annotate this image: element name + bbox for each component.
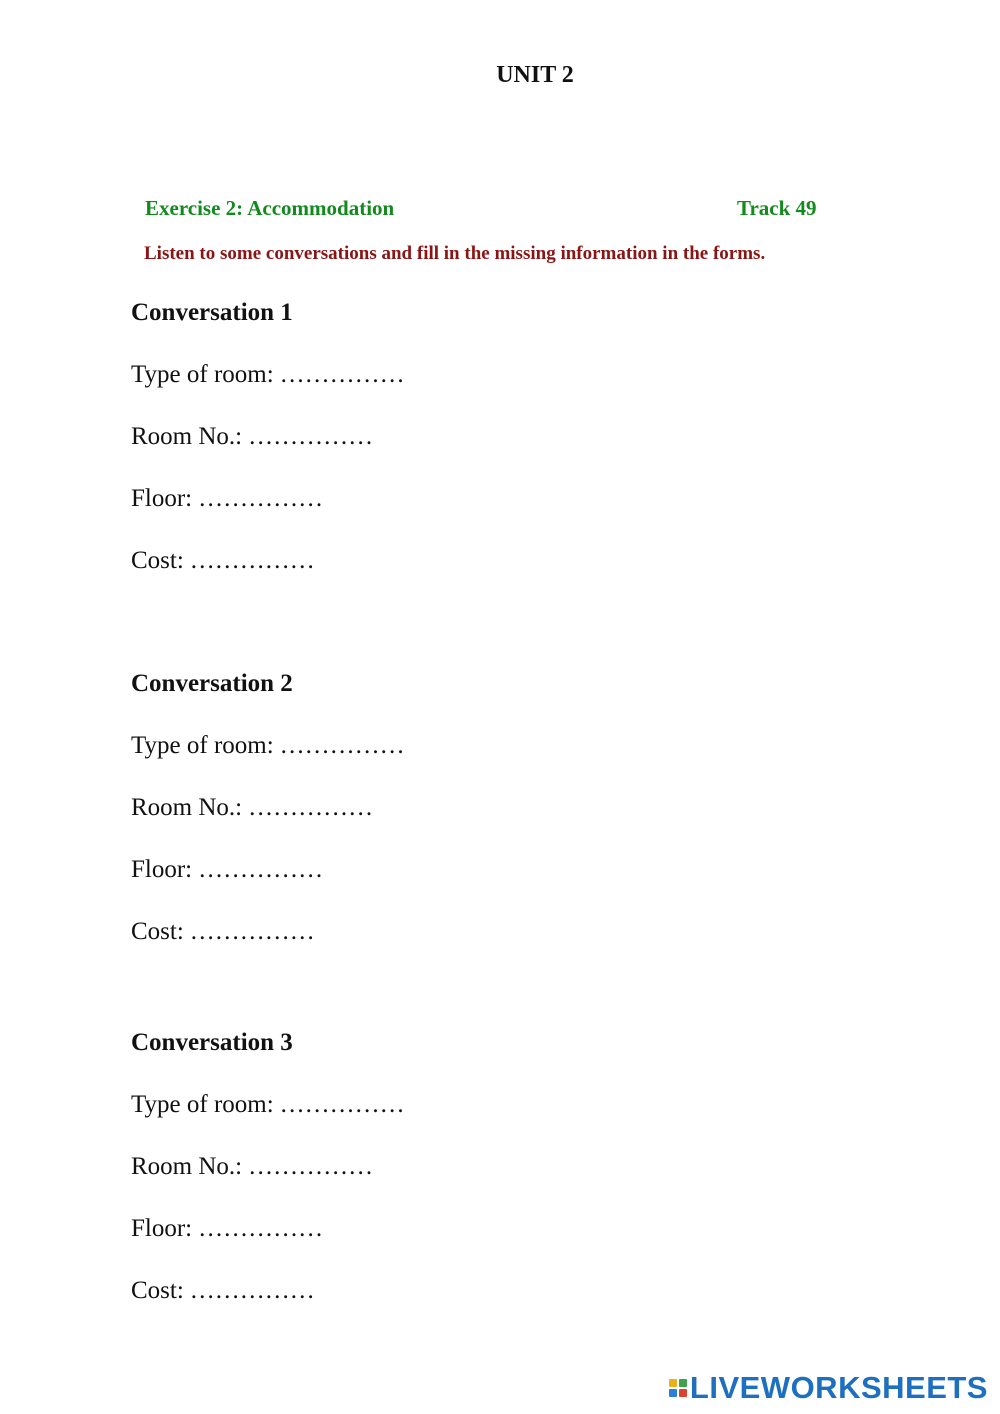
conversation-heading: Conversation 1 — [131, 299, 293, 326]
answer-blank[interactable]: …………… — [198, 485, 324, 512]
type-of-room-field — [131, 1090, 405, 1152]
liveworksheets-logo-icon — [669, 1379, 687, 1397]
conversation-heading: Conversation 3 — [131, 1029, 293, 1056]
answer-blank[interactable]: …………… — [248, 423, 374, 450]
type-of-room-field — [131, 360, 405, 422]
track-label: Track 49 — [737, 196, 817, 220]
field-label: Cost: — [131, 918, 184, 945]
liveworksheets-logo — [669, 1370, 988, 1406]
conversation-heading: Conversation 2 — [131, 670, 293, 697]
answer-blank[interactable]: …………… — [279, 361, 405, 388]
answer-blank[interactable]: …………… — [248, 1153, 374, 1180]
room-no-field — [131, 1152, 405, 1214]
field-label: Cost: — [131, 547, 184, 574]
field-label: Type of room: — [131, 361, 274, 388]
type-of-room-field — [131, 731, 405, 793]
unit-title: UNIT 2 — [496, 62, 574, 88]
field-label: Type of room: — [131, 732, 274, 759]
field-label: Floor: — [131, 485, 193, 512]
field-label: Room No.: — [131, 1153, 243, 1180]
logo-text: LIVEWORKSHEETS — [689, 1370, 988, 1405]
field-label: Type of room: — [131, 1091, 274, 1118]
exercise-title: Exercise 2: Accommodation — [145, 196, 395, 220]
field-label: Floor: — [131, 1215, 193, 1242]
answer-blank[interactable]: …………… — [189, 547, 315, 574]
field-label: Room No.: — [131, 423, 243, 450]
cost-field — [131, 917, 405, 979]
field-label: Cost: — [131, 1277, 184, 1304]
answer-blank[interactable]: …………… — [189, 1277, 315, 1304]
room-no-field — [131, 793, 405, 855]
answer-blank[interactable]: …………… — [189, 918, 315, 945]
answer-blank[interactable]: …………… — [279, 1091, 405, 1118]
floor-field — [131, 1214, 405, 1276]
cost-field — [131, 546, 405, 608]
conversation-1-section — [131, 298, 405, 608]
conversation-2-section — [131, 669, 405, 979]
floor-field — [131, 484, 405, 546]
answer-blank[interactable]: …………… — [198, 1215, 324, 1242]
cost-field — [131, 1276, 405, 1338]
field-label: Room No.: — [131, 794, 243, 821]
field-label: Floor: — [131, 856, 193, 883]
conversation-3-section — [131, 1028, 405, 1338]
room-no-field — [131, 422, 405, 484]
floor-field — [131, 855, 405, 917]
answer-blank[interactable]: …………… — [248, 794, 374, 821]
instruction-text: Listen to some conversations and fill in the missing information in the forms. — [144, 243, 766, 264]
answer-blank[interactable]: …………… — [198, 856, 324, 883]
answer-blank[interactable]: …………… — [279, 732, 405, 759]
